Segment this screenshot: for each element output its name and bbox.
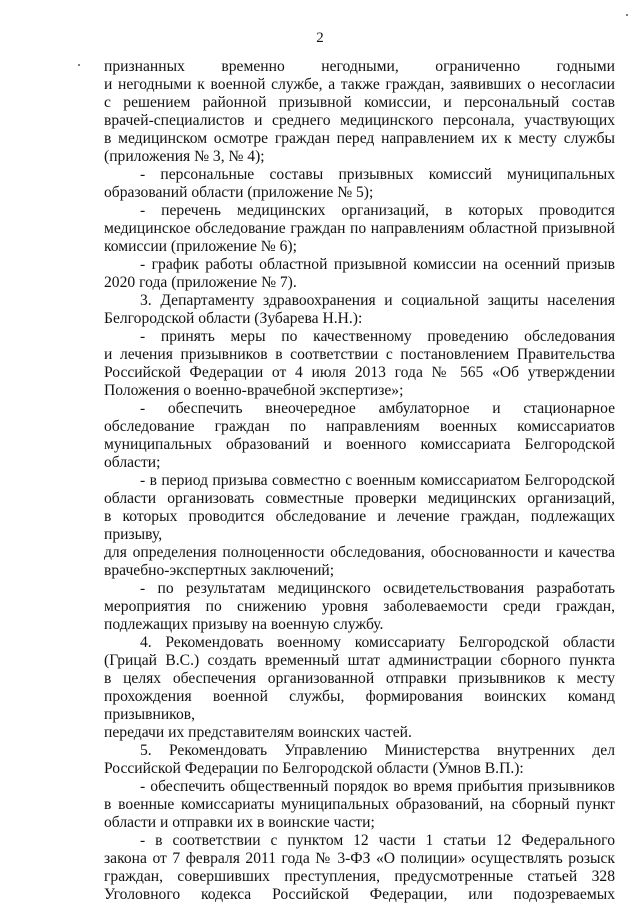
text-line: (Грицай В.С.) создать временный штат администрации сборного пункта (104, 652, 615, 669)
text-line: прохождения военной службы, формирования воинских команд призывников, (104, 688, 615, 723)
text-line: Положения о военно-врачебной экспертизе»; (104, 382, 404, 399)
text-line: комиссии (приложение № 6); (104, 238, 297, 255)
text-line: с решением районной призывной комиссии, и персональный состав (104, 94, 615, 111)
text-line: в медицинском осмотре граждан перед направлением их к месту службы (104, 130, 615, 147)
text-line: Уголовного кодекса Российской Федерации, или подозреваемых (104, 886, 615, 903)
text-line: признанных временно негодными, ограниченно годными (104, 58, 615, 75)
text-line: - перечень медицинских организаций, в которых проводится (140, 202, 615, 219)
text-line: медицинское обследование граждан по направлениям областной призывной (104, 220, 615, 237)
text-line: врачей-специалистов и среднего медицинского персонала, участвующих (104, 112, 615, 129)
text-line: (приложения № 3, № 4); (104, 148, 265, 165)
text-line: подлежащих призыву на военную службу. (104, 616, 384, 633)
text-line: врачебно-экспертных заключений; (104, 562, 335, 579)
text-line: и негодными к военной службе, а также граждан, заявивших о несогласии (104, 76, 615, 93)
text-line: Российской Федерации от 4 июля 2013 года № 565 «Об утверждении (104, 364, 615, 381)
text-line: образований области (приложение № 5); (104, 184, 374, 201)
text-line: обследование граждан по направлениям военных комиссариатов (104, 418, 615, 435)
scan-speck (626, 14, 628, 16)
text-line: 3. Департаменту здравоохранения и социальной защиты населения (140, 292, 615, 309)
text-line: 4. Рекомендовать военному комиссариату Белгородской области (140, 634, 615, 651)
text-line: Российской Федерации по Белгородской области (Умнов В.П.): (104, 760, 524, 777)
text-line: области и отправки их в воинские части; (104, 814, 375, 831)
text-line: мероприятия по снижению уровня заболеваемости среди граждан, (104, 598, 615, 615)
text-line: муниципальных образований и военного комиссариата Белгородской области; (104, 436, 615, 471)
text-line: и лечения призывников в соответствии с постановлением Правительства (104, 346, 615, 363)
text-line: - обеспечить общественный порядок во время прибытия призывников (140, 778, 615, 795)
document-body (104, 58, 615, 904)
text-line: - в период призыва совместно с военным комиссариатом Белгородской (140, 472, 615, 489)
scan-speck (78, 64, 80, 66)
text-line: - график работы областной призывной комиссии на осенний призыв (140, 256, 615, 273)
text-line: граждан, совершивших преступления, предусмотренные статьей 328 (104, 868, 615, 885)
text-line: области организовать совместные проверки медицинских организаций, (104, 490, 615, 507)
text-line: - по результатам медицинского освидетельствования разработать (140, 580, 615, 597)
text-line: 2020 года (приложение № 7). (104, 274, 297, 291)
page-number: 2 (316, 30, 324, 46)
text-line: в целях обеспечения организованной отправки призывников к месту (104, 670, 615, 687)
text-line: Белгородской области (Зубарева Н.Н.): (104, 310, 363, 327)
text-line: - принять меры по качественному проведению обследования (140, 328, 615, 345)
text-line: в военные комиссариаты муниципальных образований, на сборный пункт (104, 796, 615, 813)
text-line: 5. Рекомендовать Управлению Министерства внутренних дел (140, 742, 615, 759)
text-line: - персональные составы призывных комиссий муниципальных (140, 166, 615, 183)
text-line: - обеспечить внеочередное амбулаторное и стационарное (140, 400, 615, 417)
text-line: в которых проводится обследование и лечение граждан, подлежащих призыву, (104, 508, 615, 543)
text-line: - в соответствии с пунктом 12 части 1 статьи 12 Федерального (140, 832, 615, 849)
text-line: для определения полноценности обследования, обоснованности и качества (104, 544, 615, 561)
text-line: закона от 7 февраля 2011 года № 3-ФЗ «О полиции» осуществлять розыск (104, 850, 615, 867)
text-line: передачи их представителям воинских частей. (104, 724, 412, 741)
